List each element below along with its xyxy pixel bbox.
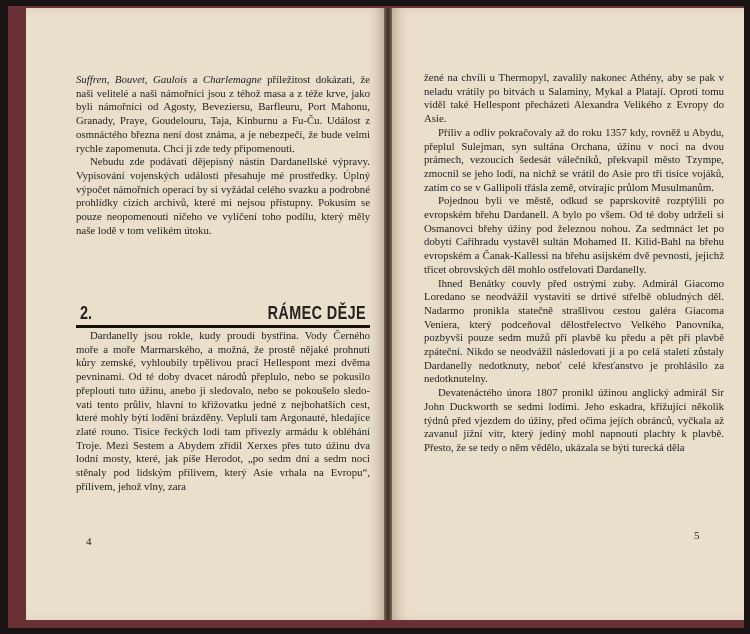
- right-page-number: 5: [694, 530, 700, 542]
- book-gutter: [384, 8, 392, 620]
- left-page-number: 4: [86, 536, 92, 548]
- ship-names-italic: Suffren, Bouvet, Gaulois: [76, 74, 188, 86]
- left-paragraph-1: [76, 74, 370, 156]
- paragraph-1-rest: příležitost dokázati, že naši velitelé a naši námořníci jsou z téhož masa a z téže krve, jako byli námořníci od Agosty, Beveziersu, Barfleuru, Port Mahonu, Granady, Praye, Goudelouru, Taja, Kinburnu a Fu-Ču. Událost z osmnáctého března není dost známa, a je nebezpečí, že bude velmi rychle zapomenuta. Chci ji zde tedy připomenouti.: [76, 74, 370, 155]
- ship-name-italic: Charlemagne: [202, 74, 262, 86]
- right-paragraph-4: Ihned Benátky couvly před ostrými zuby. Admirál Giacomo Loredano se neodvážil vystaviti se drtivé střelbě obludných děl. Nadarmo pronikla statečně strašlivou cestou galéra Giacoma Veniera, který podceňoval dělostřelectvo Velkého Panovníka, pozbyvši pouze sedm mužů při plavbě ku předu a pět při plavbě zpáteční. Nikdo se neodvážil následovati ji a po celá staletí zůstaly Dardanelly nedotknuty, neboť celé křesťanstvo je prohlásilo za nedotknutelny.: [424, 277, 724, 386]
- chapter-heading: [76, 301, 370, 325]
- chapter-rule: [76, 325, 370, 328]
- conjunction: a: [187, 74, 203, 86]
- left-paragraph-3: Dardanelly jsou rokle, kudy proudí bystřina. Vody Černého moře a moře Marmarského, a možná, že prostě nějaké prohnutí kůry zemské, vyhloubily trpělivou prací Hellespont mezi dvěma pevninami. Od té doby dvacet národů přeplulo, nebo se pokusilo přeplouti tuto úžinu, anebo ji sledovalo, nebo se pokoušelo sledovati tento průliv, hlavní to křižovatku jedné z nejbohatších cest, které mohly býti lodění brázděny. Vepluli tam Argonauté, hledajíce zlaté rouno. Tisíce řeckých lodí tam přivezly armádu k obléhání Troje. Mezi Sestem a Abydem zřídil Xerxes přes tuto úžinu dva lodní mosty, které, jak píše Herodot, „po sedm dní a sedm noci stěnaly pod lidským přílivem, který Asie vrhala na Evropu“, přílivem, jehož vlny, zara: [76, 330, 370, 493]
- right-page-text: [424, 72, 724, 456]
- chapter-title: RÁMEC DĚJE: [267, 303, 366, 323]
- left-paragraph-2: Nebudu zde podávati dějepisný nástin Dardanellské výpravy. Vypisování vojenských událostí přesahuje mé prostředky. Úplný výpočet námořních operací by si vyžádal celého svazku a podrobné prohlídky cizích archivů, které mi nejsou přístupny. Pokusím se pouze neopomenouti ničeho ve vylíčení toho podílu, který měly naše lodě v tom velikém útoku.: [76, 156, 370, 237]
- left-page-chapter-text: [76, 330, 370, 494]
- chapter-number: 2.: [80, 303, 93, 323]
- left-page: [26, 8, 384, 620]
- left-page-intro-text: [76, 74, 370, 238]
- right-paragraph-2: Příliv a odliv pokračovaly až do roku 1357 kdy, rovněž u Abydu, přeplul Sulejman, syn sultána Orchana, úžinu v noci na dvou prámech, vezoucích šedesát válečníků, překvapil město Tzympe, zmocnil se jeho lodí, na nichž se vrátil do Asie pro tři tisíce vojáků, zatím co se v Gallipoli třásla země, otvírajíc průlom Musulmanům.: [424, 126, 724, 194]
- right-page: [392, 8, 744, 620]
- right-paragraph-1: žené na chvíli u Thermopyl, zavalily nakonec Athény, aby se pak v neladu vrátily po bitvách u Salaminy, Mykal a Platají. Oproti tomu viděl také Hellespont přecházeti Alexandra Velikého z Evropy do Asie.: [424, 72, 724, 126]
- right-paragraph-5: Devatenáctého února 1807 pronikl úžinou anglický admirál Sir John Duckworth se sedmi lodími. Jeho eskadra, křižující několik týdnů před vjezdem do úžiny, před očima jejích obránců, vyčkala až zavanul jižní vítr, který jediný mohl napnouti plachty k plavbě. Přesto, že se tedy o něm vědělo, ukázala se býti turecká děla: [424, 387, 724, 454]
- right-paragraph-3: Pojednou byli ve městě, odkud se paprskovitě rozptýlili po evropském břehu Dardanell. A bylo po všem. Od té doby udrželi si Osmanovci břehy úžiny pod železnou nohou. Za sedmnáct let po dobytí Cařihradu vystavěl sultán Mohamed II. Kilid-Bahl na břehu evropském a Čanak-Kallessi na břehu asijském dvě pevnosti, jejichž třicet obrovských děl mohlo ostřelovati Dardanelly.: [424, 195, 724, 276]
